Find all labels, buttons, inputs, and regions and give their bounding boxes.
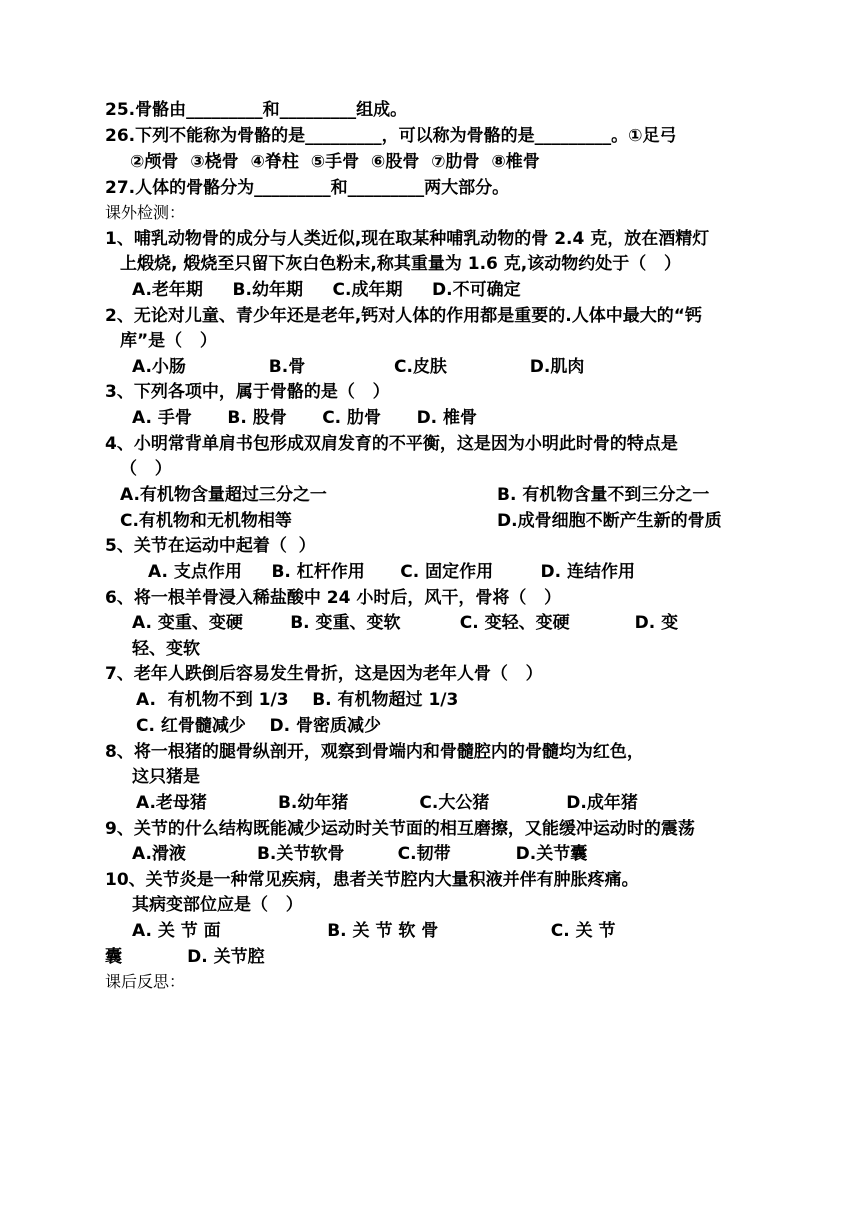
- section-heading-extra-test: 课外检测：: [105, 203, 186, 222]
- q8-options: A.老母猪 B.幼年猪 C.大公猪 D.成年猪: [136, 793, 638, 813]
- q4-stem: 4、小明常背单肩书包形成双肩发育的不平衡，这是因为小明此时骨的特点是: [105, 434, 678, 454]
- q9-options: A.滑液 B.关节软骨 C.韧带 D.关节囊: [132, 844, 588, 864]
- q3-stem: 3、下列各项中，属于骨骼的是（ ）: [105, 382, 390, 402]
- q5-options: A. 支点作用 B. 杠杆作用 C. 固定作用 D. 连结作用: [148, 562, 635, 582]
- q4-option-a: A.有机物含量超过三分之一: [120, 485, 327, 505]
- q10-stem-cont: 其病变部位应是（ ）: [132, 895, 303, 915]
- q3-options: A. 手骨 B. 股骨 C. 肋骨 D. 椎骨: [132, 408, 478, 428]
- q9-stem: 9、关节的什么结构既能减少运动时关节面的相互磨擦，又能缓冲运动时的震荡: [105, 819, 695, 839]
- q4-option-d: D.成骨细胞不断产生新的骨质: [497, 511, 722, 531]
- q4-stem-cont: （ ）: [120, 459, 172, 479]
- q1-options: A.老年期 B.幼年期 C.成年期 D.不可确定: [132, 280, 521, 300]
- q7-options-ab: A. 有机物不到 1/3 B. 有机物超过 1/3: [136, 690, 459, 710]
- q6-options-cont: 轻、变软: [132, 639, 200, 659]
- q1-stem-cont: 上煅烧, 煅烧至只留下灰白色粉末,称其重量为 1.6 克,该动物约处于（ ）: [120, 254, 681, 274]
- q10-options-cont: 囊 D. 关节腔: [105, 947, 265, 967]
- q4-option-b: B. 有机物含量不到三分之一: [497, 485, 710, 505]
- q7-stem: 7、老年人跌倒后容易发生骨折，这是因为老年人骨（ ）: [105, 664, 543, 684]
- q6-stem: 6、将一根羊骨浸入稀盐酸中 24 小时后，风干，骨将（ ）: [105, 588, 562, 608]
- q2-stem: 2、无论对儿童、青少年还是老年,钙对人体的作用都是重要的.人体中最大的“钙: [105, 306, 702, 326]
- q10-options: A. 关 节 面 B. 关 节 软 骨 C. 关 节: [132, 921, 616, 941]
- q8-stem: 8、将一根猪的腿骨纵剖开，观察到骨端内和骨髓腔内的骨髓均为红色，: [105, 742, 644, 762]
- q2-stem-cont: 库”是（ ）: [120, 331, 217, 351]
- q7-options-cd: C. 红骨髓减少 D. 骨密质减少: [136, 716, 382, 736]
- question-26: 26.下列不能称为骨骼的是_________，可以称为骨骼的是_________。①足弓: [105, 126, 677, 146]
- q1-stem: 1、哺乳动物骨的成分与人类近似,现在取某种哺乳动物的骨 2.4 克，放在酒精灯: [105, 229, 710, 249]
- q6-options: A. 变重、变硬 B. 变重、变软 C. 变轻、变硬 D. 变: [132, 613, 679, 633]
- section-heading-reflection: 课后反思：: [105, 972, 186, 991]
- q2-options: A.小肠 B.骨 C.皮肤 D.肌肉: [132, 357, 585, 377]
- question-27: 27.人体的骨骼分为_________和_________两大部分。: [105, 178, 510, 198]
- question-26-options: ②颅骨 ③桡骨 ④脊柱 ⑤手骨 ⑥股骨 ⑦肋骨 ⑧椎骨: [130, 152, 540, 172]
- question-25: 25.骨骼由_________和_________组成。: [105, 100, 408, 120]
- q8-stem-cont: 这只猪是: [132, 767, 200, 787]
- q4-option-c: C.有机物和无机物相等: [120, 511, 292, 531]
- q5-stem: 5、关节在运动中起着（ ）: [105, 536, 316, 556]
- q10-stem: 10、关节炎是一种常见疾病，患者关节腔内大量积液并伴有肿胀疼痛。: [105, 870, 639, 890]
